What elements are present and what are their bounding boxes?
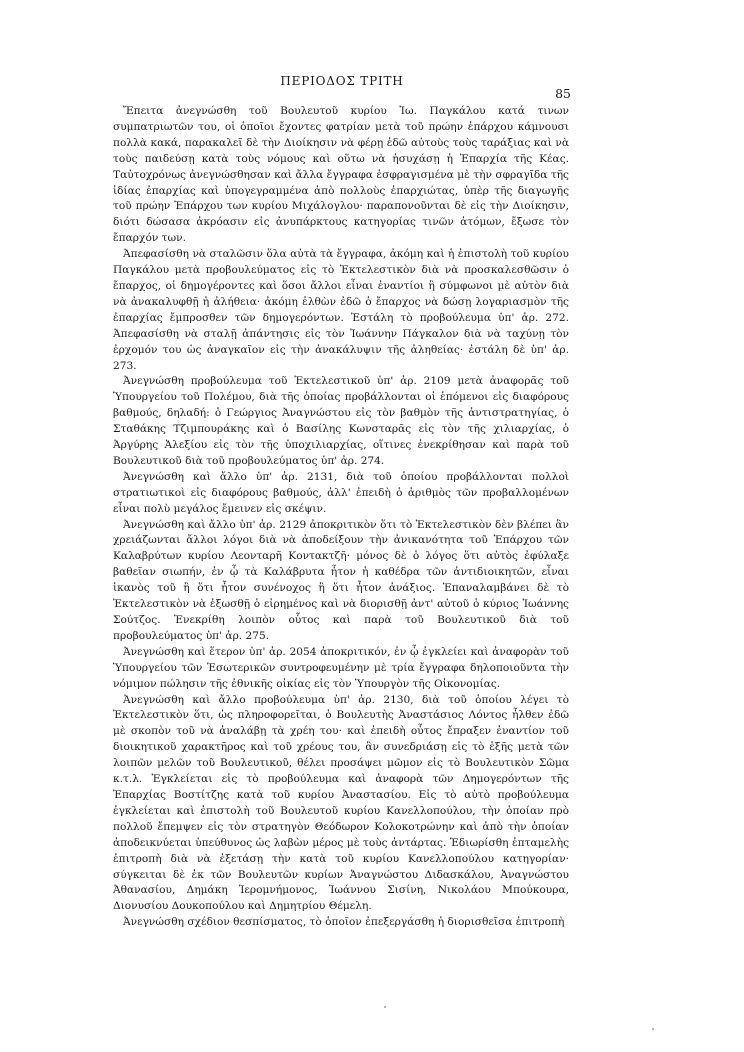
page-number: 85 — [555, 86, 571, 101]
paragraph: Ἀνεγνώσθη σχέδιον θεσπίσματος, τὸ ὁποῖον ἐπεξεργάσθη ἡ διορισθεῖσα ἐπιτροπὴ — [123, 916, 565, 929]
paragraph: Ἀνεγνώσθη καὶ ἄλλο ὑπ' ἀρ. 2129 ἀποκριτικὸν ὅτι τὸ Ἐκτελεστικὸν δὲν βλέπει ἂν χρειάζωνται ἄλλοι λόγοι διὰ νὰ ἀποδείξουν τὴν ἀνικανότητα τοῦ Ἐπάρχου τῶν Καλαβρύτων κυρίου Λεονταρῆ Κοντακτζῆ· μόνος δὲ ὁ λόγος ὅτι αὐτὸς ἐφύλαξε βαθεῖαν σιωπήν, ἐν ᾧ τὰ Καλάβρυτα ἦτον ἡ καθέδρα τῶν ἀντιδιοικητῶν, εἶναι ἱκανὸς τοῦ ἢ ὅτι ἦτον συνένοχος ἢ ὅτι ἦτον ἀνάξιος. Ἐπαναλαμβάνει δὲ τὸ Ἐκτελεστικὸν νὰ ἐξωσθῇ ὁ εἰρημένος καὶ νὰ διορισθῇ ἀντ' αὐτοῦ ὁ κύριος Ἰωάννης Σούτζος. Ἐνεκρίθη λοιπὸν οὗτος καὶ παρὰ τοῦ Βουλευτικοῦ διὰ τοῦ προβουλεύματος ὑπ' ἀρ. 275. — [113, 518, 569, 642]
page-header — [113, 70, 571, 101]
body-text — [113, 104, 569, 931]
paragraph: Ἀνεγνώσθη καὶ ἄλλο ὑπ' ἀρ. 2131, διὰ τοῦ ὁποίου προβάλλονται πολλοὶ στρατιωτικοὶ εἰς διαφόρους βαθμούς, ἀλλ' ἐπειδὴ ὁ ἀριθμὸς τῶν προβαλλομένων εἶναι πολὺ μεγάλος ἔμεινεν εἰς σκέψιν. — [113, 470, 569, 515]
paragraph: Ἔπειτα ἀνεγνώσθη τοῦ Βουλευτοῦ κυρίου Ἰω. Παγκάλου κατά τινων συμπατριωτῶν του, οἱ ὁποῖοι ἔχοντες φατρίαν μετὰ τοῦ πρώην ἐπάρχου κάμνουσι πολλὰ κακά, παρακαλεῖ δὲ τὴν Διοίκησιν νὰ φέρῃ ἐδῶ αὐτοὺς τοὺς ταράξιας καὶ νὰ τοὺς παιδεύσῃ κατὰ τοὺς νόμους καὶ οὕτω νὰ ἡσυχάσῃ ἡ Ἐπαρχία τῆς Κέας. Ταὐτοχρόνως ἀνεγνώσθησαν καὶ ἄλλα ἔγγραφα ἐσφραγισμένα μὲ τὴν σφραγῖδα τῆς ἰδίας ἐπαρχίας καὶ ὑπογεγραμμένα ἀπὸ πολλοὺς ἐπαρχιώτας, ὑπὲρ τῆς διαγωγῆς τοῦ πρώην Ἐπάρχου των κυρίου Μιχάλογλου· παραπονοῦνται δὲ εἰς τὴν Διοίκησιν, διότι δώσασα ἀκρόασιν εἰς ἀνυπάρκτους κατηγορίας τινῶν ἀτόμων, ἔξωσε τὸν ἔπαρχόν των. — [113, 105, 569, 245]
scan-speck — [652, 1028, 654, 1030]
running-title: ΠΕΡΙΟΔΟΣ ΤΡΙΤΗ — [280, 74, 404, 88]
paragraph: Ἀνεγνώσθη καὶ ἕτερον ὑπ' ἀρ. 2054 ἀποκριτικόν, ἐν ᾧ ἐγκλείει καὶ ἀναφορὰν τοῦ Ὑπουργείου τῶν Ἐσωτερικῶν συντροφευμένην μὲ τρία ἔγγραφα δηλοποιοῦντα τὴν νόμιμον πώλησιν τῆς ἐθνικῆς οἰκίας εἰς τὸν Ὑπουργὸν τῆς Οἰκονομίας. — [113, 645, 569, 690]
paragraph: Ἀνεγνώσθη προβούλευμα τοῦ Ἐκτελεστικοῦ ὑπ' ἀρ. 2109 μετὰ ἀναφορᾶς τοῦ Ὑπουργείου τοῦ Πολέμου, διὰ τῆς ὁποίας προβάλλονται οἱ ἑπόμενοι εἰς διαφόρους βαθμούς, δηλαδή: ὁ Γεώργιος Ἀναγνώστου εἰς τὸν βαθμὸν τῆς ἀντιστρατηγίας, ὁ Σταθάκης Τζιμπουράκης καὶ ὁ Βασίλης Κωνσταρᾶς εἰς τὸν τῆς χιλιαρχίας, ὁ Ἀργύρης Ἀλεξίου εἰς τὸν τῆς ὑποχιλιαρχίας, οἵτινες ἐνεκρίθησαν καὶ παρὰ τοῦ Βουλευτικοῦ διὰ τοῦ προβουλεύματος ὑπ' ἀρ. 274. — [113, 375, 569, 467]
paragraph: Ἀνεγνώσθη καὶ ἄλλο προβούλευμα ὑπ' ἀρ. 2130, διὰ τοῦ ὁποίου λέγει τὸ Ἐκτελεστικὸν ὅτι, ὡς πληροφορεῖται, ὁ Βουλευτὴς Ἀναστάσιος Λόντος ἦλθεν ἐδῶ μὲ σκοπὸν τοῦ νὰ ἀναλάβῃ τὰ χρέη του· καὶ ἐπειδὴ οὗτος ἔπραξεν ἐναντίον τοῦ διοικητικοῦ χαρακτῆρος καὶ τοῦ χρέους του, ἂν συνεδριάσῃ εἰς τὸ ἑξῆς μετὰ τῶν λοιπῶν μελῶν τοῦ Βουλευτικοῦ, θέλει προσάψει μῶμον εἰς τὸ Βουλευτικὸν Σῶμα κ.τ.λ. Ἐγκλείεται εἰς τὸ προβούλευμα καὶ ἀναφορὰ τῶν Δημογερόντων τῆς Ἐπαρχίας Βοστίτζης κατὰ τοῦ κυρίου Ἀναστασίου. Εἰς τὸ αὐτὸ προβούλευμα ἐγκλείεται καὶ ἐπιστολὴ τοῦ Βουλευτοῦ κυρίου Κανελλοπούλου, τὴν ὁποίαν πρὸ πολλοῦ ἔπεμψεν εἰς τὸν στρατηγὸν Θεόδωρον Κολοκοτρώνην καὶ ἀπὸ τὴν ὁποίαν ἀποδεικνύεται ὑπεύθυνος ὡς λαβὼν μέρος μὲ τοὺς ἀντάρτας. Ἐδιωρίσθη ἐπταμελὴς ἐπιτροπὴ διὰ νὰ ἐξετάσῃ τὴν κατὰ τοῦ κυρίου Κανελλοπούλου κατηγορίαν· σύγκειται δὲ ἐκ τῶν Βουλευτῶν κυρίων Ἀναγνώστου Διδασκάλου, Ἀναγνώστου Ἀθανασίου, Δημάκη Ἱερομνήμονος, Ἰωάννου Σισίνη, Νικολάου Μπούκουρα, Διονυσίου Δουκοπούλου καὶ Δημητρίου Θέμελη. — [113, 693, 569, 913]
paragraph: Ἀπεφασίσθη νὰ σταλῶσιν ὅλα αὐτὰ τὰ ἔγγραφα, ἀκόμη καὶ ἡ ἐπιστολὴ τοῦ κυρίου Παγκάλου μετὰ προβουλεύματος εἰς τὸ Ἐκτελεστικὸν διὰ νὰ προσκαλεσθῶσιν ὁ ἔπαρχος, οἱ δημογέροντες καὶ ὅσοι ἄλλοι εἶναι ἐναντίοι ἢ σύμφωνοι μὲ αὐτὸν διὰ νὰ ἀνακαλυφθῇ ἡ ἀλήθεια· ἀκόμη ἐλθὼν ἐδῶ ὁ ἔπαρχος νὰ δώσῃ λογαριασμὸν τῆς ἐπαρχίας ἔμπροσθεν τῶν δημογερόντων. Ἐστάλη τὸ προβούλευμα ὑπ' ἀρ. 272. Ἀπεφασίσθη νὰ σταλῇ ἀπάντησις εἰς τὸν Ἰωάννην Πάγκαλον διὰ νὰ ταχύνῃ τὸν ἐρχομόν του ὡς ἀναγκαῖον εἰς τὴν ἀνακάλυψιν τῆς ἀληθείας· ἐστάλη δὲ ὑπ' ἀρ. 273. — [113, 248, 569, 372]
scan-speck — [384, 1006, 386, 1008]
